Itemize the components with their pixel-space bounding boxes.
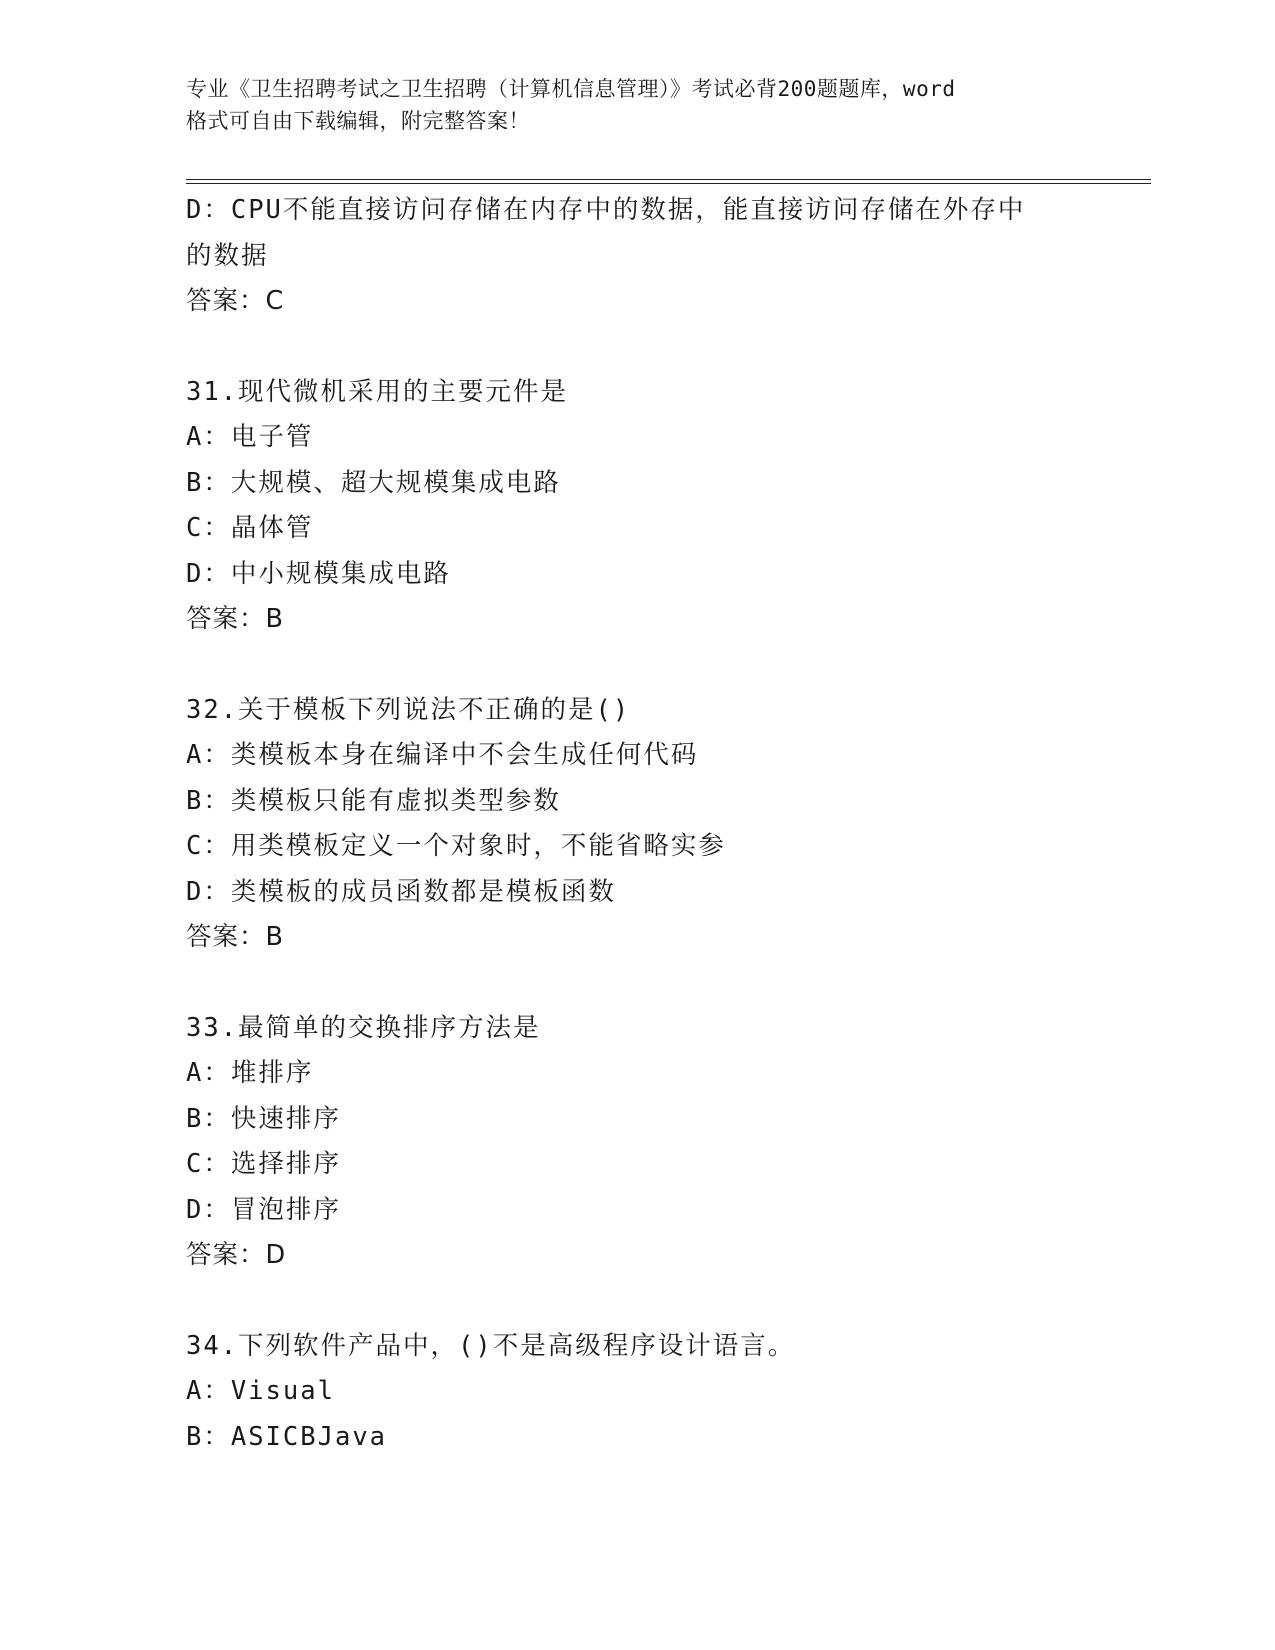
- question-34: [186, 1324, 1106, 1461]
- question-list: [186, 188, 1106, 1460]
- option-c: C：选择排序: [186, 1149, 341, 1179]
- header-divider-bottom: [186, 183, 1151, 184]
- question-31: [186, 370, 1106, 643]
- spacer: [186, 643, 1106, 688]
- option-a: A：类模板本身在编译中不会生成任何代码: [186, 740, 699, 770]
- header-line-2: 格式可自由下载编辑，附完整答案！: [186, 109, 530, 133]
- answer-line: 答案：C: [186, 286, 285, 316]
- answer-line: 答案：D: [186, 1240, 287, 1270]
- question-stem: 32.关于模板下列说法不正确的是(): [186, 694, 631, 725]
- spacer: [186, 325, 1106, 370]
- option-d: D：中小规模集成电路: [186, 558, 451, 589]
- spacer: [186, 1279, 1106, 1324]
- question-30-continuation: [186, 188, 1106, 325]
- question-stem: 33.最简单的交换排序方法是: [186, 1012, 541, 1043]
- header-divider-top: [186, 179, 1151, 180]
- option-b: B：ASICBJava: [186, 1421, 388, 1452]
- question-32: [186, 688, 1106, 961]
- spacer: [186, 961, 1106, 1006]
- option-d-line-1: D：CPU不能直接访问存储在内存中的数据，能直接访问存储在外存中: [186, 195, 1026, 225]
- option-a: A：堆排序: [186, 1058, 314, 1088]
- question-stem: 31.现代微机采用的主要元件是: [186, 376, 569, 407]
- option-a: A：电子管: [186, 422, 314, 452]
- option-d: D：类模板的成员函数都是模板函数: [186, 876, 616, 907]
- option-d: D：冒泡排序: [186, 1194, 341, 1225]
- option-b: B：大规模、超大规模集成电路: [186, 467, 561, 498]
- option-b: B：快速排序: [186, 1103, 341, 1134]
- header-line-1: 专业《卫生招聘考试之卫生招聘（计算机信息管理）》考试必背200题题库，word: [186, 77, 956, 101]
- question-stem: 34.下列软件产品中，()不是高级程序设计语言。: [186, 1330, 796, 1361]
- answer-line: 答案：B: [186, 604, 284, 634]
- option-c: C：用类模板定义一个对象时，不能省略实参: [186, 831, 726, 861]
- option-b: B：类模板只能有虚拟类型参数: [186, 785, 561, 816]
- document-header: [186, 73, 1116, 137]
- option-a: A：Visual: [186, 1376, 335, 1406]
- option-d-line-2: 的数据: [186, 240, 269, 271]
- answer-line: 答案：B: [186, 922, 284, 952]
- option-c: C：晶体管: [186, 513, 314, 543]
- question-33: [186, 1006, 1106, 1279]
